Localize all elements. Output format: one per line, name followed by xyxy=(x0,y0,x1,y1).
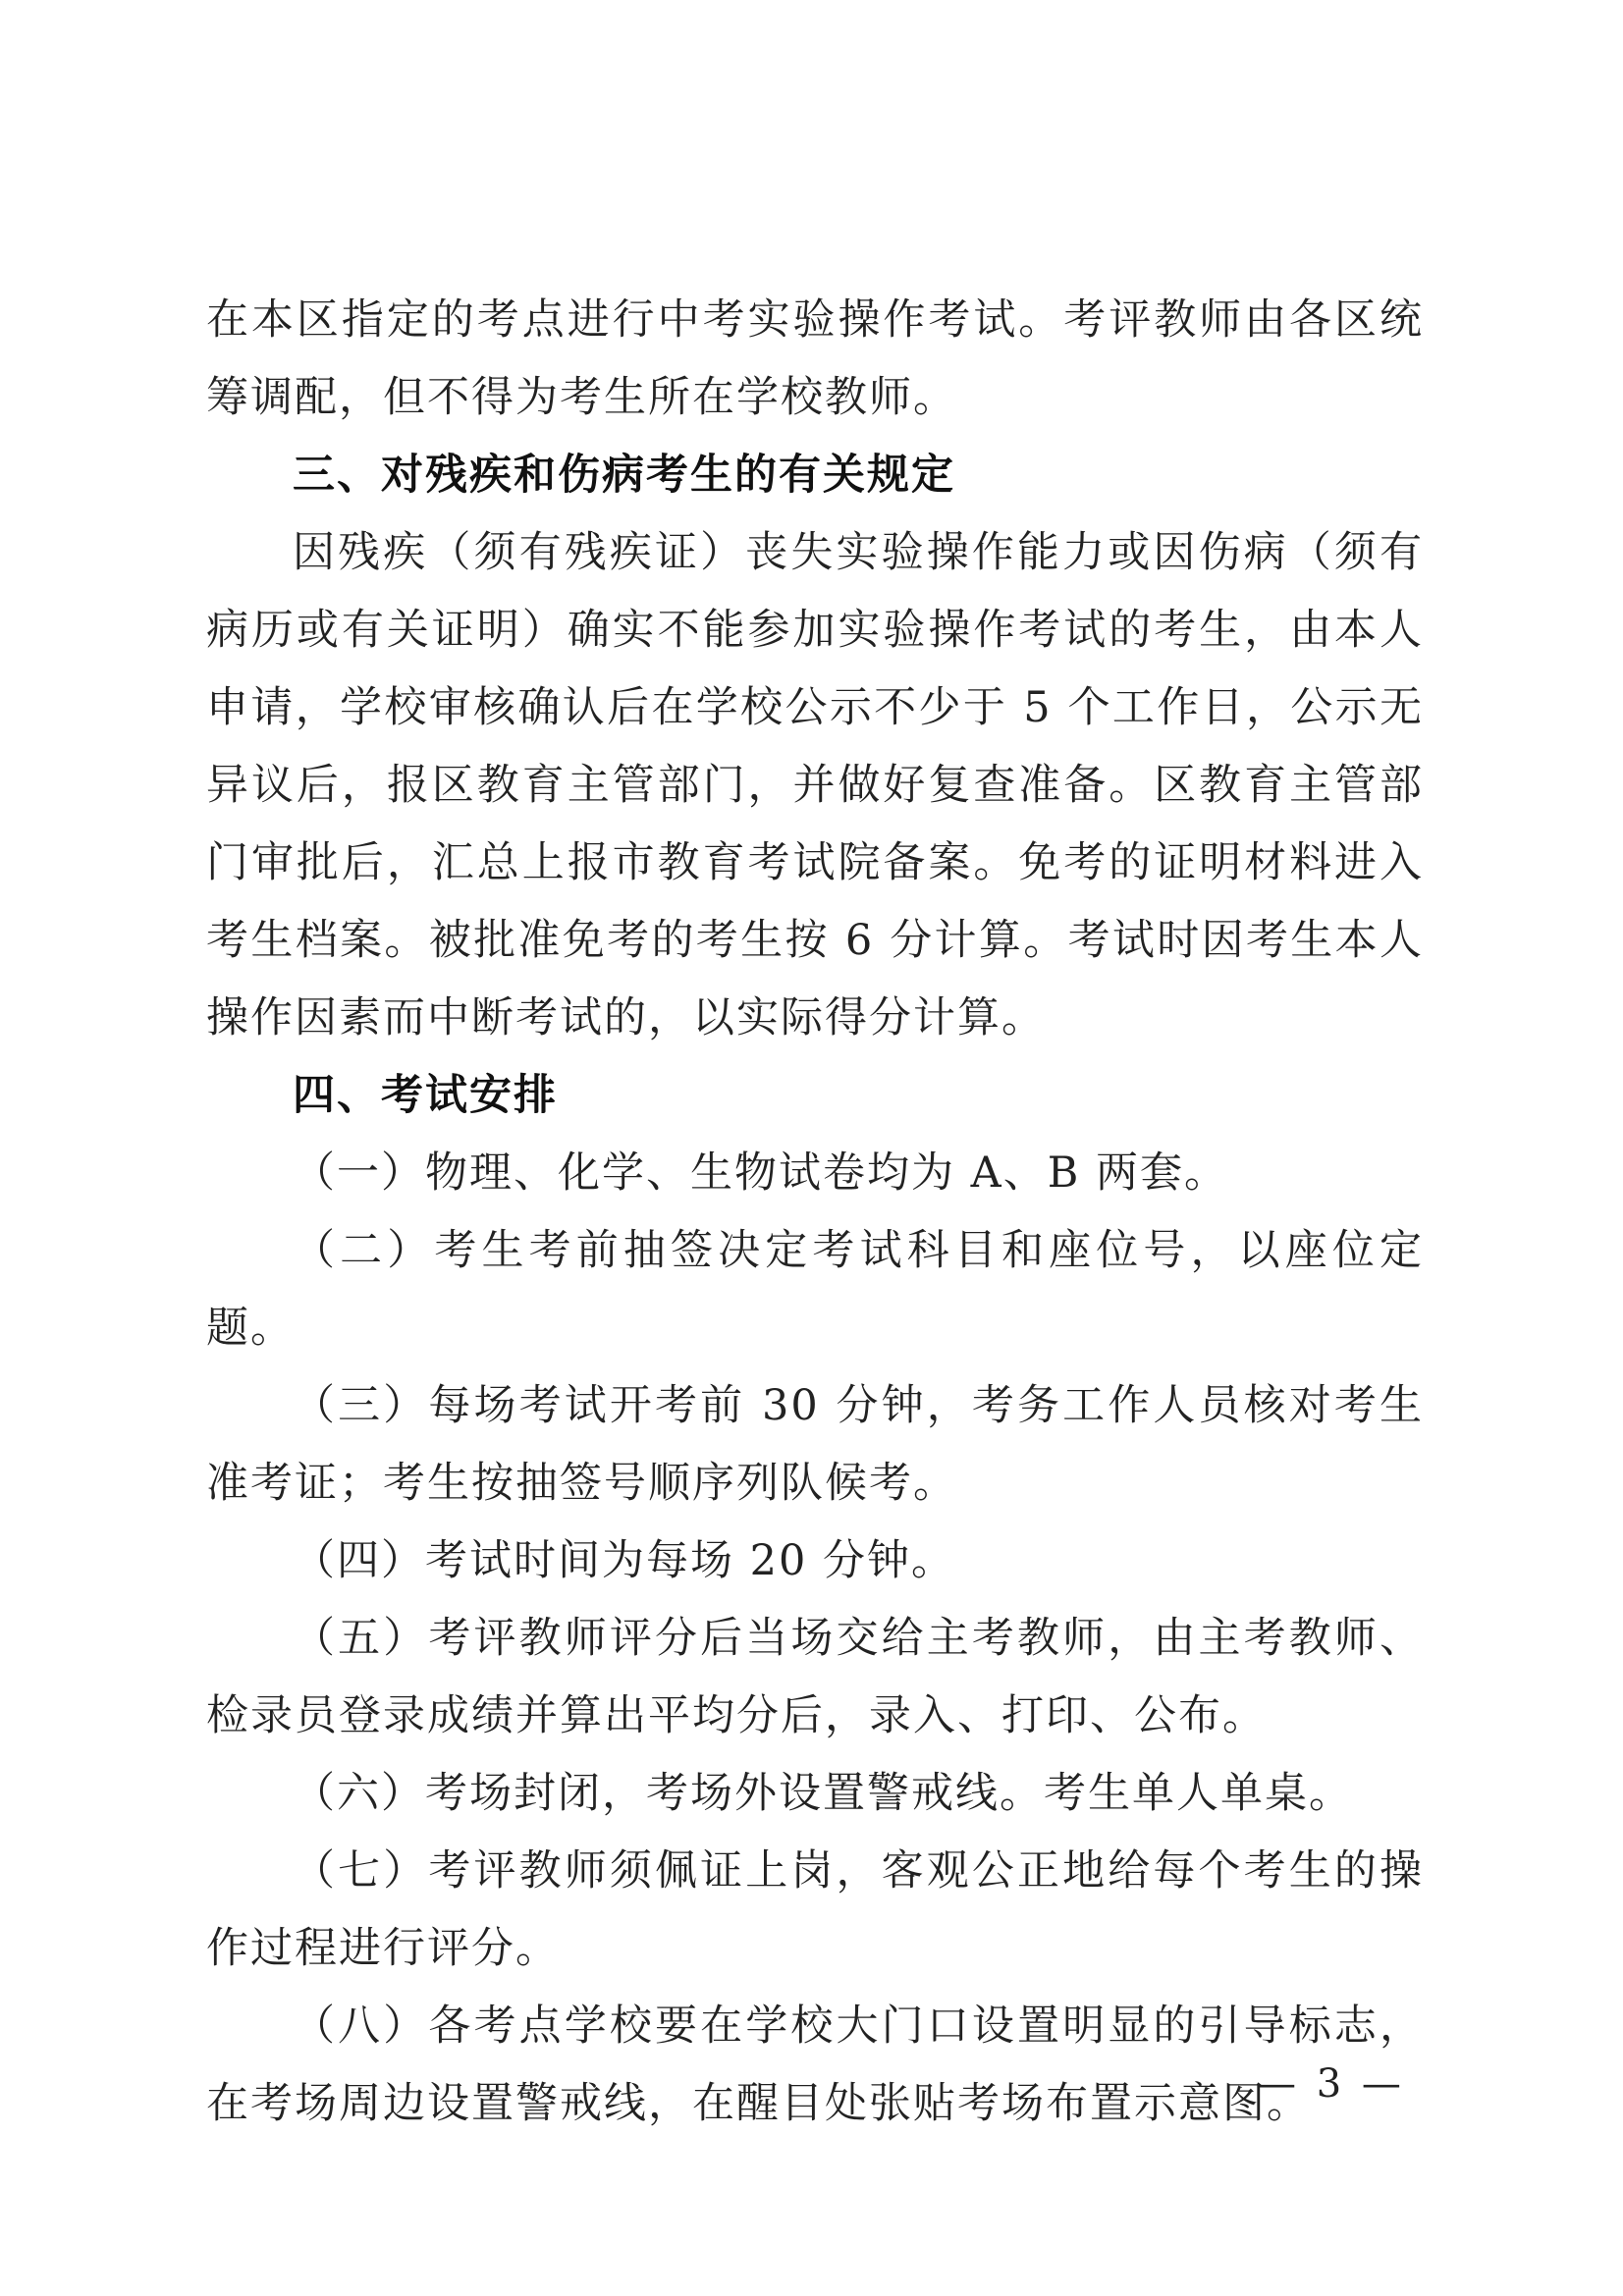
list-item-2: （二）考生考前抽签决定考试科目和座位号，以座位定题。 xyxy=(206,1226,1424,1353)
document-body xyxy=(206,282,1424,2143)
paragraph-exam-venue: 在本区指定的考点进行中考实验操作考试。考评教师由各区统筹调配，但不得为考生所在学校教师。 xyxy=(206,295,1424,422)
list-item-3: （三）每场考试开考前 30 分钟，考务工作人员核对考生准考证；考生按抽签号顺序列队候考。 xyxy=(206,1381,1424,1508)
list-item-6: （六）考场封闭，考场外设置警戒线。考生单人单桌。 xyxy=(293,1769,1353,1818)
page-number: — 3 — xyxy=(1257,2061,1405,2107)
list-item-4: （四）考试时间为每场 20 分钟。 xyxy=(293,1536,956,1585)
list-item-1: （一）物理、化学、生物试卷均为 A、B 两套。 xyxy=(293,1148,1228,1198)
list-item-7: （七）考评教师须佩证上岗，客观公正地给每个考生的操作过程进行评分。 xyxy=(206,1846,1424,1973)
paragraph-exemption-rules: 因残疾（须有残疾证）丧失实验操作能力或因伤病（须有病历或有关证明）确实不能参加实验操作考试的考生，由本人申请，学校审核确认后在学校公示不少于 5 个工作日，公示无异议后，报区教育主管部门，并做好复查准备。区教育主管部门审批后，汇总上报市教育考试院备案。免考的证明材料进入考生档案。被批准免考的考生按 6 分计算。考试时因考生本人操作因素而中断考试的，以实际得分计算。 xyxy=(206,528,1424,1042)
list-item-5: （五）考评教师评分后当场交给主考教师，由主考教师、检录员登录成绩并算出平均分后，录入、打印、公布。 xyxy=(206,1614,1424,1740)
list-item-8: （八）各考点学校要在学校大门口设置明显的引导标志，在考场周边设置警戒线，在醒目处张贴考场布置示意图。 xyxy=(206,2002,1424,2128)
section-heading-exam-arrangement: 四、考试安排 xyxy=(293,1071,558,1120)
section-heading-disabled-candidates: 三、对残疾和伤病考生的有关规定 xyxy=(293,451,955,500)
